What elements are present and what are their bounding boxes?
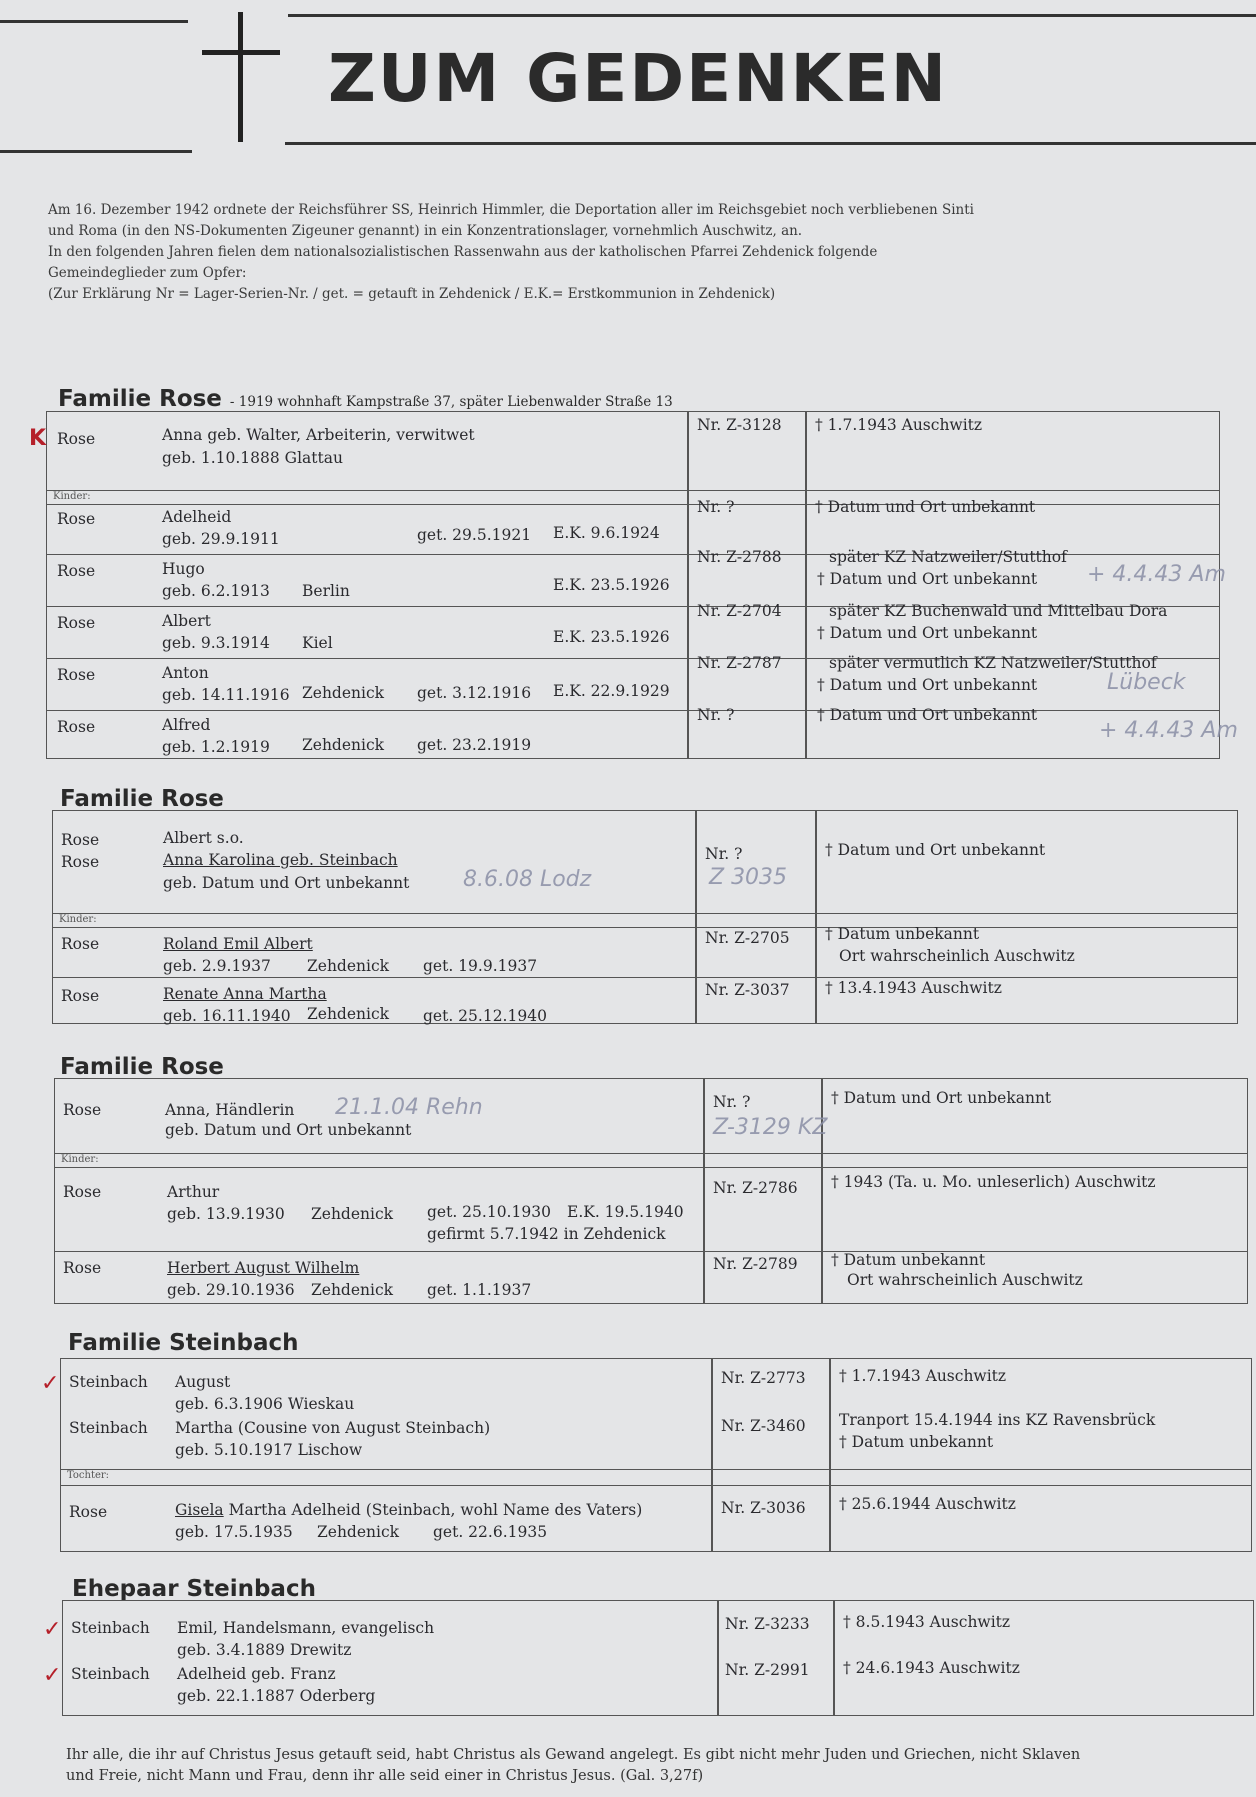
- camp-number: Nr. Z-2704: [697, 602, 782, 620]
- bible-quote: [66, 1745, 1080, 1787]
- birth-place: Berlin: [302, 582, 350, 600]
- first-name: Gisela: [175, 1501, 224, 1519]
- kinder-label: Kinder:: [47, 490, 1219, 503]
- section-title-familie-rose-3: Familie Rose: [60, 1054, 224, 1080]
- birth-place: Zehdenick: [307, 957, 390, 975]
- fate: † 1.7.1943 Auschwitz: [815, 416, 983, 434]
- person-name: Anna, Händlerin: [165, 1101, 295, 1119]
- quote-line: Ihr alle, die ihr auf Christus Jesus getauft seid, habt Christus als Gewand angelegt. Es gibt nicht mehr Juden und Griechen, nicht Sklaven: [66, 1747, 1081, 1763]
- surname: Rose: [69, 1503, 108, 1521]
- fate: † 1943 (Ta. u. Mo. unleserlich) Auschwitz: [831, 1173, 1156, 1191]
- person-name: Emil, Handelsmann, evangelisch: [177, 1619, 435, 1637]
- surname: Steinbach: [71, 1619, 150, 1637]
- birth-place: Kiel: [302, 634, 333, 652]
- section-title-text: Familie Rose: [58, 386, 222, 412]
- birth: geb. Datum und Ort unbekannt: [163, 874, 410, 892]
- birth: geb. Datum und Ort unbekannt: [165, 1121, 412, 1139]
- intro-line: Gemeindeglieder zum Opfer:: [48, 265, 247, 281]
- baptism: get. 29.5.1921: [417, 526, 532, 544]
- baptism: get. 23.2.1919: [417, 736, 532, 754]
- red-check-mark: ✓: [41, 1371, 60, 1396]
- section-title-familie-rose-1: [58, 386, 673, 412]
- table-familie-rose-3: [54, 1078, 1248, 1304]
- birth: geb. 2.9.1937: [163, 957, 271, 975]
- birth: geb. 9.3.1914: [162, 634, 270, 652]
- surname: Rose: [57, 510, 96, 528]
- camp-number: Nr. ?: [697, 706, 735, 724]
- person-name: Alfred: [162, 716, 211, 734]
- first-communion: E.K. 23.5.1926: [553, 576, 670, 594]
- surname: Rose: [61, 935, 100, 953]
- camp-number: Nr. Z-2786: [713, 1179, 798, 1197]
- fate: † Datum und Ort unbekannt: [815, 498, 1036, 516]
- handwritten-note: + 4.4.43 Am: [1099, 718, 1238, 743]
- birth: geb. 22.1.1887 Oderberg: [177, 1687, 376, 1705]
- section-title-ehepaar-steinbach: Ehepaar Steinbach: [72, 1576, 316, 1602]
- camp-number: Nr. Z-3460: [721, 1417, 806, 1435]
- fate-detail: † Datum und Ort unbekannt: [817, 676, 1038, 694]
- fate: † 25.6.1944 Auschwitz: [839, 1495, 1016, 1513]
- person-name: Anton: [162, 664, 209, 682]
- camp-number: Nr. ?: [697, 498, 735, 516]
- intro-line: In den folgenden Jahren fielen dem nationalsozialistischen Rassenwahn aus der katholischen Pfarrei Zehdenick folgende: [48, 244, 878, 260]
- handwritten-note: Lübeck: [1107, 670, 1186, 695]
- birth-place: Zehdenick: [311, 1205, 394, 1223]
- birth: geb. 16.11.1940: [163, 1007, 291, 1025]
- fate: † 13.4.1943 Auschwitz: [825, 979, 1002, 997]
- camp-number: Nr. Z-2789: [713, 1255, 798, 1273]
- birth: geb. 29.9.1911: [162, 530, 280, 548]
- table-ehepaar-steinbach: [43, 1600, 1254, 1716]
- table-familie-rose-1: [29, 411, 1238, 759]
- section-subtitle: - 1919 wohnhaft Kampstraße 37, später Liebenwalder Straße 13: [229, 394, 673, 410]
- camp-number: Nr. Z-2705: [705, 929, 790, 947]
- handwritten-note: 21.1.04 Rehn: [335, 1095, 483, 1120]
- person-name: Albert s.o.: [163, 829, 244, 847]
- person-name: Hugo: [162, 560, 205, 578]
- birth-place: Zehdenick: [311, 1281, 394, 1299]
- birth: geb. 3.4.1889 Drewitz: [177, 1641, 352, 1659]
- baptism: get. 19.9.1937: [423, 957, 538, 975]
- surname: Rose: [57, 614, 96, 632]
- fate: † Datum und Ort unbekannt: [831, 1089, 1052, 1107]
- intro-line: Am 16. Dezember 1942 ordnete der Reichsführer SS, Heinrich Himmler, die Deportation aller im Reichsgebiet noch verbliebenen Sinti: [48, 202, 974, 218]
- fate: Tranport 15.4.1944 ins KZ Ravensbrück: [839, 1411, 1156, 1429]
- surname: Rose: [57, 666, 96, 684]
- camp-number: Nr. Z-2773: [721, 1369, 806, 1387]
- birth: geb. 5.10.1917 Lischow: [175, 1441, 363, 1459]
- fate-detail: Ort wahrscheinlich Auschwitz: [847, 1271, 1083, 1289]
- birth-place: Zehdenick: [302, 684, 385, 702]
- camp-number: Nr. Z-3036: [721, 1499, 806, 1517]
- person-name: Adelheid geb. Franz: [177, 1665, 336, 1683]
- surname: Rose: [61, 987, 100, 1005]
- camp-number: Nr. Z-3233: [725, 1615, 810, 1633]
- cross-icon: [238, 12, 243, 142]
- intro-text: [48, 200, 1198, 305]
- name-rest: Martha Adelheid (Steinbach, wohl Name des Vaters): [223, 1501, 643, 1519]
- camp-number: Nr. ?: [705, 845, 743, 863]
- fate: † 1.7.1943 Auschwitz: [839, 1367, 1007, 1385]
- fate: später KZ Natzweiler/Stutthof: [829, 548, 1067, 566]
- birth: geb. 1.2.1919: [162, 738, 270, 756]
- surname: Rose: [61, 831, 100, 849]
- camp-number: Nr. Z-2788: [697, 548, 782, 566]
- header-rule-right-bottom: [285, 142, 1256, 145]
- baptism: get. 3.12.1916: [417, 684, 532, 702]
- surname: Steinbach: [71, 1665, 150, 1683]
- surname: Rose: [57, 562, 96, 580]
- cross-icon-bar: [202, 50, 280, 55]
- baptism: get. 25.12.1940: [423, 1007, 547, 1025]
- birth-place: Zehdenick: [307, 1005, 390, 1023]
- fate: später vermutlich KZ Natzweiler/Stutthof: [829, 654, 1157, 672]
- person-name: [175, 1501, 642, 1519]
- first-communion: E.K. 23.5.1926: [553, 628, 670, 646]
- person-name: Renate Anna Martha: [163, 985, 327, 1003]
- first-communion: E.K. 22.9.1929: [553, 682, 670, 700]
- baptism: get. 22.6.1935: [433, 1523, 548, 1541]
- handwritten-note: 8.6.08 Lodz: [463, 867, 592, 892]
- first-communion: E.K. 19.5.1940: [567, 1203, 684, 1221]
- camp-number: Nr. Z-2787: [697, 654, 782, 672]
- surname: Steinbach: [69, 1373, 148, 1391]
- surname: Rose: [63, 1183, 102, 1201]
- header-rule-right-top: [288, 14, 1256, 17]
- camp-number: Nr. Z-3128: [697, 416, 782, 434]
- fate: † Datum und Ort unbekannt: [825, 841, 1046, 859]
- fate: † Datum unbekannt: [831, 1251, 986, 1269]
- birth: geb. 6.3.1906 Wieskau: [175, 1395, 355, 1413]
- table-familie-steinbach: [41, 1358, 1252, 1552]
- birth-place: Zehdenick: [317, 1523, 400, 1541]
- fate-detail: Ort wahrscheinlich Auschwitz: [839, 947, 1075, 965]
- fate: † Datum unbekannt: [825, 925, 980, 943]
- person-name: Albert: [162, 612, 211, 630]
- header-rule-left-top: [0, 20, 188, 23]
- fate-detail: † Datum und Ort unbekannt: [817, 624, 1038, 642]
- person-name: Roland Emil Albert: [163, 935, 313, 953]
- camp-number: Nr. Z-3037: [705, 981, 790, 999]
- red-check-mark: K: [29, 426, 47, 451]
- surname: Steinbach: [69, 1419, 148, 1437]
- intro-line: (Zur Erklärung Nr = Lager-Serien-Nr. / get. = getauft in Zehdenick / E.K.= Erstkommunion in Zehdenick): [48, 286, 776, 302]
- person-name: Martha (Cousine von August Steinbach): [175, 1419, 491, 1437]
- birth: geb. 29.10.1936: [167, 1281, 295, 1299]
- fate: † 8.5.1943 Auschwitz: [843, 1613, 1011, 1631]
- camp-number: Nr. Z-2991: [725, 1661, 810, 1679]
- fate: † 24.6.1943 Auschwitz: [843, 1659, 1020, 1677]
- birth: geb. 13.9.1930: [167, 1205, 285, 1223]
- kinder-label: Kinder:: [55, 1153, 1247, 1166]
- fate: später KZ Buchenwald und Mittelbau Dora: [829, 602, 1168, 620]
- fate-detail: † Datum und Ort unbekannt: [817, 570, 1038, 588]
- person-name: Anna Karolina geb. Steinbach: [163, 851, 398, 869]
- surname: Rose: [63, 1101, 102, 1119]
- surname: Rose: [63, 1259, 102, 1277]
- person-name: Herbert August Wilhelm: [167, 1259, 360, 1277]
- birth-place: Zehdenick: [302, 736, 385, 754]
- handwritten-note: Z 3035: [709, 865, 788, 890]
- section-title-familie-rose-2: Familie Rose: [60, 786, 224, 812]
- surname: Rose: [61, 853, 100, 871]
- surname: Rose: [57, 718, 96, 736]
- surname: Rose: [57, 430, 96, 448]
- handwritten-note: + 4.4.43 Am: [1087, 562, 1226, 587]
- tochter-label: Tochter:: [61, 1469, 1251, 1484]
- person-name: Arthur: [167, 1183, 220, 1201]
- section-title-familie-steinbach: Familie Steinbach: [68, 1330, 299, 1356]
- birth: geb. 14.11.1916: [162, 686, 290, 704]
- fate: † Datum und Ort unbekannt: [817, 706, 1038, 724]
- header-rule-left-bottom: [0, 150, 192, 153]
- camp-number: Nr. ?: [713, 1093, 751, 1111]
- confirmation: gefirmt 5.7.1942 in Zehdenick: [427, 1225, 666, 1243]
- birth: geb. 17.5.1935: [175, 1523, 293, 1541]
- quote-line: und Freie, nicht Mann und Frau, denn ihr alle seid einer in Christus Jesus. (Gal. 3,27f): [66, 1768, 704, 1784]
- person-name: Anna geb. Walter, Arbeiterin, verwitwet: [162, 426, 475, 444]
- kinder-label: Kinder:: [53, 913, 1237, 926]
- birth: geb. 1.10.1888 Glattau: [162, 449, 343, 467]
- intro-line: und Roma (in den NS-Dokumenten Zigeuner genannt) in ein Konzentrationslager, vornehmlich Auschwitz, an.: [48, 223, 803, 239]
- table-familie-rose-2: [52, 810, 1238, 1024]
- page-title: ZUM GEDENKEN: [328, 40, 948, 117]
- fate-detail: † Datum unbekannt: [839, 1433, 994, 1451]
- person-name: August: [175, 1373, 231, 1391]
- baptism: get. 1.1.1937: [427, 1281, 532, 1299]
- first-communion: E.K. 9.6.1924: [553, 524, 660, 542]
- red-check-mark: ✓: [43, 1617, 62, 1642]
- birth: geb. 6.2.1913: [162, 582, 270, 600]
- baptism: get. 25.10.1930: [427, 1203, 551, 1221]
- person-name: Adelheid: [162, 508, 232, 526]
- handwritten-note: Z-3129 KZ: [713, 1115, 828, 1140]
- red-check-mark: ✓: [43, 1663, 62, 1688]
